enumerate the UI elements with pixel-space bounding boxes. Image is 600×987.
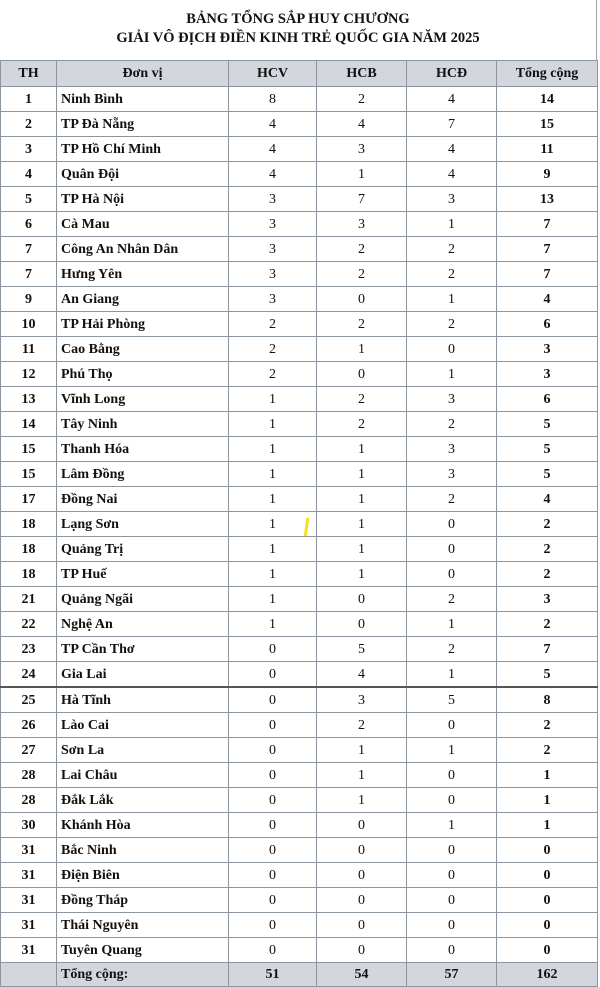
gold-cell: 4	[229, 112, 317, 137]
silver-cell: 1	[317, 537, 407, 562]
bronze-cell: 4	[407, 137, 497, 162]
gold-cell: 0	[229, 813, 317, 838]
silver-cell: 2	[317, 412, 407, 437]
silver-cell: 1	[317, 512, 407, 537]
total-cell: 2	[497, 612, 598, 637]
totals-grand: 162	[497, 963, 598, 987]
gold-cell: 0	[229, 888, 317, 913]
gold-cell: 2	[229, 337, 317, 362]
bronze-cell: 0	[407, 337, 497, 362]
total-cell: 1	[497, 788, 598, 813]
silver-cell: 0	[317, 938, 407, 963]
table-row	[1, 287, 598, 312]
total-cell: 0	[497, 913, 598, 938]
total-cell: 0	[497, 838, 598, 863]
silver-cell: 0	[317, 838, 407, 863]
silver-cell: 1	[317, 487, 407, 512]
unit-cell: TP Hà Nội	[57, 187, 229, 212]
bronze-cell: 1	[407, 738, 497, 763]
table-row	[1, 637, 598, 662]
table-row	[1, 337, 598, 362]
rank-cell: 28	[1, 788, 57, 813]
table-row	[1, 587, 598, 612]
gold-cell: 3	[229, 187, 317, 212]
table-row	[1, 938, 598, 963]
gold-cell: 1	[229, 412, 317, 437]
bronze-cell: 0	[407, 713, 497, 738]
gold-cell: 1	[229, 487, 317, 512]
total-cell: 6	[497, 387, 598, 412]
table-row	[1, 412, 598, 437]
rank-cell: 11	[1, 337, 57, 362]
unit-cell: Hà Tĩnh	[57, 687, 229, 713]
totals-silver: 54	[317, 963, 407, 987]
gold-cell: 0	[229, 713, 317, 738]
gold-cell: 3	[229, 262, 317, 287]
total-cell: 4	[497, 287, 598, 312]
bronze-cell: 0	[407, 763, 497, 788]
total-cell: 13	[497, 187, 598, 212]
table-row	[1, 137, 598, 162]
rank-cell: 12	[1, 362, 57, 387]
unit-cell: Công An Nhân Dân	[57, 237, 229, 262]
unit-cell: TP Hồ Chí Minh	[57, 137, 229, 162]
table-row	[1, 212, 598, 237]
silver-cell: 0	[317, 863, 407, 888]
total-cell: 7	[497, 637, 598, 662]
silver-cell: 2	[317, 87, 407, 112]
unit-cell: Quân Đội	[57, 162, 229, 187]
total-cell: 2	[497, 562, 598, 587]
gold-cell: 0	[229, 687, 317, 713]
rank-cell: 1	[1, 87, 57, 112]
silver-cell: 2	[317, 713, 407, 738]
col-header-silver: HCB	[317, 61, 407, 87]
col-header-gold: HCV	[229, 61, 317, 87]
unit-cell: Thái Nguyên	[57, 913, 229, 938]
silver-cell: 0	[317, 612, 407, 637]
silver-cell: 0	[317, 587, 407, 612]
bronze-cell: 4	[407, 87, 497, 112]
gold-cell: 0	[229, 863, 317, 888]
unit-cell: Hưng Yên	[57, 262, 229, 287]
totals-row	[1, 963, 598, 987]
silver-cell: 1	[317, 337, 407, 362]
bronze-cell: 2	[407, 412, 497, 437]
silver-cell: 0	[317, 888, 407, 913]
gold-cell: 3	[229, 237, 317, 262]
header-row	[1, 61, 598, 87]
bronze-cell: 0	[407, 913, 497, 938]
rank-cell: 17	[1, 487, 57, 512]
gold-cell: 0	[229, 763, 317, 788]
totals-bronze: 57	[407, 963, 497, 987]
gold-cell: 0	[229, 738, 317, 763]
silver-cell: 0	[317, 287, 407, 312]
table-row	[1, 162, 598, 187]
rank-cell: 21	[1, 587, 57, 612]
bronze-cell: 3	[407, 387, 497, 412]
table-row	[1, 537, 598, 562]
bronze-cell: 2	[407, 312, 497, 337]
unit-cell: Đồng Nai	[57, 487, 229, 512]
bronze-cell: 0	[407, 838, 497, 863]
rank-cell: 2	[1, 112, 57, 137]
rank-cell: 24	[1, 662, 57, 688]
bronze-cell: 0	[407, 863, 497, 888]
gold-cell: 4	[229, 162, 317, 187]
silver-cell: 0	[317, 362, 407, 387]
unit-cell: Tây Ninh	[57, 412, 229, 437]
rank-cell: 31	[1, 863, 57, 888]
table-row	[1, 487, 598, 512]
gold-cell: 0	[229, 637, 317, 662]
bronze-cell: 0	[407, 562, 497, 587]
table-row	[1, 888, 598, 913]
silver-cell: 2	[317, 237, 407, 262]
gold-cell: 1	[229, 537, 317, 562]
unit-cell: TP Cần Thơ	[57, 637, 229, 662]
totals-gold: 51	[229, 963, 317, 987]
total-cell: 9	[497, 162, 598, 187]
total-cell: 2	[497, 537, 598, 562]
gold-cell: 1	[229, 462, 317, 487]
gold-cell: 0	[229, 838, 317, 863]
total-cell: 5	[497, 437, 598, 462]
table-row	[1, 788, 598, 813]
gold-cell: 1	[229, 512, 317, 537]
unit-cell: Lào Cai	[57, 713, 229, 738]
total-cell: 11	[497, 137, 598, 162]
bronze-cell: 3	[407, 462, 497, 487]
unit-cell: Đồng Tháp	[57, 888, 229, 913]
total-cell: 0	[497, 888, 598, 913]
bronze-cell: 5	[407, 687, 497, 713]
bronze-cell: 2	[407, 637, 497, 662]
col-header-rank: TH	[1, 61, 57, 87]
rank-cell: 26	[1, 713, 57, 738]
medal-table	[0, 60, 598, 987]
total-cell: 5	[497, 462, 598, 487]
rank-cell: 3	[1, 137, 57, 162]
silver-cell: 1	[317, 562, 407, 587]
bronze-cell: 2	[407, 587, 497, 612]
table-row	[1, 312, 598, 337]
bronze-cell: 0	[407, 512, 497, 537]
table-row	[1, 863, 598, 888]
rank-cell: 13	[1, 387, 57, 412]
total-cell: 5	[497, 412, 598, 437]
silver-cell: 1	[317, 162, 407, 187]
unit-cell: Ninh Bình	[57, 87, 229, 112]
silver-cell: 3	[317, 212, 407, 237]
rank-cell: 7	[1, 237, 57, 262]
unit-cell: Điện Biên	[57, 863, 229, 888]
gold-cell: 8	[229, 87, 317, 112]
table-row	[1, 738, 598, 763]
rank-cell: 30	[1, 813, 57, 838]
rank-cell: 10	[1, 312, 57, 337]
total-cell: 2	[497, 512, 598, 537]
unit-cell: Bắc Ninh	[57, 838, 229, 863]
silver-cell: 1	[317, 738, 407, 763]
gold-cell: 1	[229, 387, 317, 412]
bronze-cell: 7	[407, 112, 497, 137]
unit-cell: Tuyên Quang	[57, 938, 229, 963]
table-row	[1, 187, 598, 212]
total-cell: 2	[497, 738, 598, 763]
rank-cell: 31	[1, 938, 57, 963]
rank-cell: 31	[1, 838, 57, 863]
total-cell: 4	[497, 487, 598, 512]
silver-cell: 2	[317, 312, 407, 337]
gold-cell: 1	[229, 587, 317, 612]
col-header-bronze: HCĐ	[407, 61, 497, 87]
table-row	[1, 362, 598, 387]
silver-cell: 1	[317, 788, 407, 813]
table-row	[1, 112, 598, 137]
total-cell: 3	[497, 337, 598, 362]
gold-cell: 0	[229, 913, 317, 938]
gold-cell: 2	[229, 312, 317, 337]
table-row	[1, 763, 598, 788]
rank-cell: 22	[1, 612, 57, 637]
total-cell: 5	[497, 662, 598, 688]
rank-cell: 6	[1, 212, 57, 237]
col-header-unit: Đơn vị	[57, 61, 229, 87]
table-row	[1, 512, 598, 537]
silver-cell: 4	[317, 662, 407, 688]
table-body	[1, 87, 598, 963]
gold-cell: 1	[229, 437, 317, 462]
total-cell: 14	[497, 87, 598, 112]
silver-cell: 3	[317, 687, 407, 713]
table-row	[1, 687, 598, 713]
table-row	[1, 913, 598, 938]
rank-cell: 18	[1, 537, 57, 562]
gold-cell: 1	[229, 562, 317, 587]
unit-cell: Vĩnh Long	[57, 387, 229, 412]
bronze-cell: 2	[407, 487, 497, 512]
gold-cell: 0	[229, 662, 317, 688]
unit-cell: Đắk Lắk	[57, 788, 229, 813]
gold-cell: 3	[229, 287, 317, 312]
bronze-cell: 2	[407, 237, 497, 262]
title-line-1: BẢNG TỔNG SẮP HUY CHƯƠNG	[186, 11, 410, 27]
table-row	[1, 87, 598, 112]
table-row	[1, 662, 598, 688]
silver-cell: 1	[317, 763, 407, 788]
col-header-total: Tổng cộng	[497, 61, 598, 87]
bronze-cell: 0	[407, 888, 497, 913]
rank-cell: 7	[1, 262, 57, 287]
unit-cell: Lai Châu	[57, 763, 229, 788]
total-cell: 15	[497, 112, 598, 137]
total-cell: 3	[497, 362, 598, 387]
rank-cell: 14	[1, 412, 57, 437]
unit-cell: Quảng Trị	[57, 537, 229, 562]
silver-cell: 7	[317, 187, 407, 212]
rank-cell: 28	[1, 763, 57, 788]
bronze-cell: 1	[407, 612, 497, 637]
bronze-cell: 1	[407, 813, 497, 838]
bronze-cell: 0	[407, 938, 497, 963]
bronze-cell: 1	[407, 662, 497, 688]
rank-cell: 5	[1, 187, 57, 212]
total-cell: 1	[497, 763, 598, 788]
silver-cell: 1	[317, 462, 407, 487]
table-row	[1, 237, 598, 262]
unit-cell: Phú Thọ	[57, 362, 229, 387]
rank-cell: 25	[1, 687, 57, 713]
total-cell: 7	[497, 262, 598, 287]
table-row	[1, 562, 598, 587]
table-title-block	[0, 0, 597, 60]
bronze-cell: 1	[407, 362, 497, 387]
unit-cell: Quảng Ngãi	[57, 587, 229, 612]
gold-cell: 2	[229, 362, 317, 387]
unit-cell: TP Huế	[57, 562, 229, 587]
table-row	[1, 713, 598, 738]
unit-cell: An Giang	[57, 287, 229, 312]
table-row	[1, 437, 598, 462]
rank-cell: 31	[1, 888, 57, 913]
silver-cell: 1	[317, 437, 407, 462]
unit-cell: Cà Mau	[57, 212, 229, 237]
unit-cell: Thanh Hóa	[57, 437, 229, 462]
rank-cell: 23	[1, 637, 57, 662]
unit-cell: Lạng Sơn	[57, 512, 229, 537]
table-row	[1, 262, 598, 287]
unit-cell: TP Hải Phòng	[57, 312, 229, 337]
rank-cell: 15	[1, 462, 57, 487]
gold-cell: 3	[229, 212, 317, 237]
gold-cell: 4	[229, 137, 317, 162]
rank-cell: 15	[1, 437, 57, 462]
total-cell: 1	[497, 813, 598, 838]
totals-label: Tổng cộng:	[57, 963, 229, 987]
totals-rank-cell	[1, 963, 57, 987]
rank-cell: 9	[1, 287, 57, 312]
total-cell: 6	[497, 312, 598, 337]
silver-cell: 3	[317, 137, 407, 162]
silver-cell: 2	[317, 387, 407, 412]
total-cell: 3	[497, 587, 598, 612]
bronze-cell: 0	[407, 537, 497, 562]
rank-cell: 18	[1, 512, 57, 537]
bronze-cell: 3	[407, 437, 497, 462]
table-row	[1, 462, 598, 487]
gold-cell: 1	[229, 612, 317, 637]
unit-cell: Khánh Hòa	[57, 813, 229, 838]
unit-cell: Sơn La	[57, 738, 229, 763]
bronze-cell: 3	[407, 187, 497, 212]
table-row	[1, 387, 598, 412]
gold-cell: 0	[229, 938, 317, 963]
bronze-cell: 0	[407, 788, 497, 813]
silver-cell: 5	[317, 637, 407, 662]
total-cell: 8	[497, 687, 598, 713]
total-cell: 2	[497, 713, 598, 738]
silver-cell: 0	[317, 813, 407, 838]
silver-cell: 0	[317, 913, 407, 938]
unit-cell: TP Đà Nẵng	[57, 112, 229, 137]
total-cell: 0	[497, 938, 598, 963]
total-cell: 0	[497, 863, 598, 888]
bronze-cell: 1	[407, 212, 497, 237]
rank-cell: 27	[1, 738, 57, 763]
rank-cell: 4	[1, 162, 57, 187]
unit-cell: Cao Bằng	[57, 337, 229, 362]
silver-cell: 2	[317, 262, 407, 287]
title-line-2: GIẢI VÔ ĐỊCH ĐIỀN KINH TRẺ QUỐC GIA NĂM 2025	[116, 30, 480, 46]
total-cell: 7	[497, 212, 598, 237]
rank-cell: 18	[1, 562, 57, 587]
bronze-cell: 2	[407, 262, 497, 287]
table-row	[1, 838, 598, 863]
table-row	[1, 813, 598, 838]
rank-cell: 31	[1, 913, 57, 938]
unit-cell: Gia Lai	[57, 662, 229, 688]
unit-cell: Nghệ An	[57, 612, 229, 637]
gold-cell: 0	[229, 788, 317, 813]
silver-cell: 4	[317, 112, 407, 137]
bronze-cell: 4	[407, 162, 497, 187]
bronze-cell: 1	[407, 287, 497, 312]
table-row	[1, 612, 598, 637]
unit-cell: Lâm Đồng	[57, 462, 229, 487]
total-cell: 7	[497, 237, 598, 262]
